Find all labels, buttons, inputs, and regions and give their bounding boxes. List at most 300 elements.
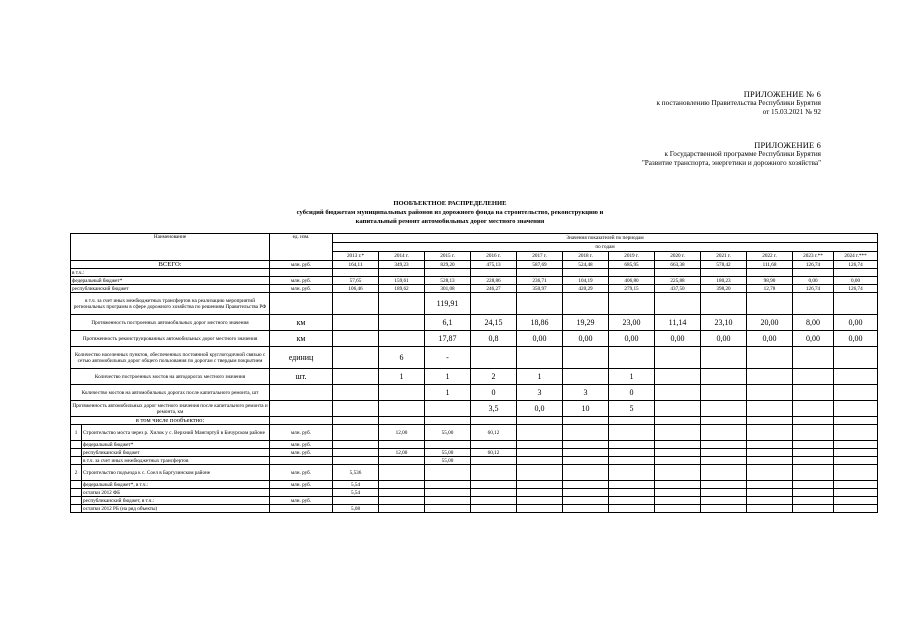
header-year: 2022 г. [747, 252, 793, 261]
row-unit: км [270, 331, 333, 347]
value-cell: 60,12 [471, 425, 517, 441]
row-unit [270, 417, 333, 425]
value-cell [333, 315, 379, 331]
table-row [71, 481, 878, 489]
decree-reference: к постановлению Правительства Республики Бурятия [656, 99, 821, 107]
table-row [71, 285, 878, 293]
program-name: "Развитие транспорта, энергетики и дорожного хозяйства" [641, 159, 821, 167]
value-cell [701, 417, 747, 425]
value-cell [747, 489, 793, 497]
header-year: 2016 г. [471, 252, 517, 261]
value-cell [701, 505, 747, 513]
value-cell [747, 417, 793, 425]
table-row [71, 497, 878, 505]
row-name: Строительство подъезда к с. Соел в Баргузинском районе [82, 465, 270, 481]
value-cell: 23,00 [609, 315, 655, 331]
value-cell [563, 425, 609, 441]
row-unit [270, 401, 333, 417]
value-cell [793, 425, 834, 441]
value-cell: 55,00 [425, 457, 471, 465]
header-block-decree [656, 90, 821, 117]
value-cell: 3 [563, 385, 609, 401]
row-name: республиканский бюджет [71, 285, 270, 293]
value-cell [425, 417, 471, 425]
value-cell [747, 269, 793, 277]
row-number [71, 505, 82, 513]
value-cell [834, 425, 878, 441]
value-cell [747, 425, 793, 441]
value-cell [333, 497, 379, 505]
value-cell [701, 269, 747, 277]
value-cell: 180,23 [701, 277, 747, 285]
value-cell [655, 417, 701, 425]
header-year: 2020 г. [655, 252, 701, 261]
value-cell: 0,00 [793, 277, 834, 285]
title-line-2: субсидий бюджетам муниципальных районов из дорожного фонда на строительство, реконструкцию и [296, 209, 604, 216]
value-cell [793, 269, 834, 277]
value-cell [517, 489, 563, 497]
value-cell [563, 417, 609, 425]
value-cell: 11,14 [655, 315, 701, 331]
value-cell [333, 425, 379, 441]
value-cell [793, 293, 834, 315]
value-cell [747, 505, 793, 513]
value-cell [655, 425, 701, 441]
title-line-3: капитальный ремонт автомобильных дорог местного значения [355, 218, 545, 225]
value-cell [834, 481, 878, 489]
value-cell [655, 347, 701, 369]
header-unit: ед. изм. [270, 234, 333, 261]
value-cell [517, 497, 563, 505]
value-cell [333, 347, 379, 369]
row-name: федеральный бюджет* [71, 277, 270, 285]
row-number: 1 [71, 425, 82, 441]
value-cell [747, 457, 793, 465]
row-name: в том числе пообъектно: [71, 417, 270, 425]
value-cell: 398,20 [701, 285, 747, 293]
value-cell: 578,42 [701, 261, 747, 269]
value-cell [563, 441, 609, 449]
value-cell [834, 441, 878, 449]
value-cell: 5,536 [333, 465, 379, 481]
value-cell: 475,13 [471, 261, 517, 269]
value-cell [333, 369, 379, 385]
value-cell [379, 465, 425, 481]
value-cell [517, 457, 563, 465]
value-cell [655, 369, 701, 385]
value-cell: 528,13 [425, 277, 471, 285]
value-cell: 164,11 [333, 261, 379, 269]
table-row [71, 261, 878, 269]
row-name: Строительство моста через р. Хилок у с. Верхний Мангиртуй в Бичурском районе [82, 425, 270, 441]
value-cell [793, 385, 834, 401]
header-year: 2024 г.*** [834, 252, 878, 261]
value-cell [655, 441, 701, 449]
value-cell: 0,00 [793, 331, 834, 347]
value-cell [379, 441, 425, 449]
value-cell [563, 481, 609, 489]
value-cell [701, 481, 747, 489]
value-cell: 24,15 [471, 315, 517, 331]
row-unit [270, 385, 333, 401]
value-cell [655, 385, 701, 401]
row-name: Протяженность автомобильных дорог местного значения после капитального ремонта и ремонта, км [72, 402, 268, 415]
table-row [71, 449, 878, 457]
value-cell [333, 449, 379, 457]
value-cell [701, 497, 747, 505]
value-cell: 6,1 [425, 315, 471, 331]
row-name: федеральный бюджет*, в т.ч.: [82, 481, 270, 489]
value-cell [333, 441, 379, 449]
value-cell [834, 505, 878, 513]
value-cell [655, 465, 701, 481]
value-cell [655, 401, 701, 417]
value-cell [747, 465, 793, 481]
value-cell [834, 293, 878, 315]
header-block-program [642, 141, 821, 168]
value-cell [333, 293, 379, 315]
value-cell: 60,12 [471, 449, 517, 457]
row-unit [270, 489, 333, 497]
value-cell [563, 369, 609, 385]
value-cell: 1 [517, 369, 563, 385]
value-cell: 10 [563, 401, 609, 417]
value-cell [563, 457, 609, 465]
value-cell [834, 457, 878, 465]
row-unit: шт. [270, 369, 333, 385]
value-cell [701, 425, 747, 441]
value-cell: 0,8 [471, 331, 517, 347]
value-cell [609, 425, 655, 441]
header-year: 2013 г.* [333, 252, 379, 261]
value-cell: 420,29 [563, 285, 609, 293]
value-cell: 55,00 [425, 449, 471, 457]
value-cell [793, 505, 834, 513]
value-cell: 23,10 [701, 315, 747, 331]
value-cell [333, 331, 379, 347]
value-cell [517, 269, 563, 277]
value-cell: 225,88 [655, 277, 701, 285]
row-number [71, 489, 82, 497]
value-cell: 12,00 [379, 449, 425, 457]
row-name: Протяженность реконструированных автомобильных дорог местного значения [71, 331, 270, 347]
value-cell: 8,00 [793, 315, 834, 331]
value-cell [471, 497, 517, 505]
row-name: в т.ч.: [71, 269, 270, 277]
value-cell: 246,27 [471, 285, 517, 293]
value-cell [834, 465, 878, 481]
value-cell: - [425, 347, 471, 369]
value-cell [425, 481, 471, 489]
value-cell: 0,00 [747, 331, 793, 347]
value-cell: 587,69 [517, 261, 563, 269]
value-cell: 228,86 [471, 277, 517, 285]
header-values: Значения показателей по периодам [333, 234, 878, 243]
value-cell [517, 293, 563, 315]
value-cell [834, 449, 878, 457]
table-row [71, 401, 878, 417]
value-cell: 350,97 [517, 285, 563, 293]
value-cell [609, 347, 655, 369]
header-year: 2015 г. [425, 252, 471, 261]
value-cell [379, 269, 425, 277]
value-cell [471, 465, 517, 481]
value-cell: 126,74 [793, 261, 834, 269]
value-cell [471, 269, 517, 277]
value-cell [793, 369, 834, 385]
value-cell [747, 497, 793, 505]
value-cell: 0,00 [563, 331, 609, 347]
value-cell: 98,90 [747, 277, 793, 285]
value-cell [333, 401, 379, 417]
value-cell [834, 489, 878, 497]
value-cell [517, 441, 563, 449]
value-cell: 106,46 [333, 285, 379, 293]
row-unit: млн. руб. [270, 449, 333, 457]
value-cell [655, 293, 701, 315]
value-cell: 0,00 [834, 331, 878, 347]
row-unit: млн. руб. [270, 261, 333, 269]
row-name: остатки 2012 РБ (на ряд объекты) [82, 505, 270, 513]
value-cell [609, 449, 655, 457]
value-cell: 18,86 [517, 315, 563, 331]
value-cell: 119,91 [425, 293, 471, 315]
row-unit [270, 293, 333, 315]
value-cell: 3,5 [471, 401, 517, 417]
value-cell: 2 [471, 369, 517, 385]
value-cell [701, 401, 747, 417]
value-cell [701, 465, 747, 481]
value-cell: 19,29 [563, 315, 609, 331]
value-cell [517, 425, 563, 441]
value-cell [609, 497, 655, 505]
value-cell [471, 417, 517, 425]
table-row [71, 331, 878, 347]
value-cell [563, 505, 609, 513]
value-cell [834, 269, 878, 277]
value-cell [747, 369, 793, 385]
value-cell: 0,00 [609, 331, 655, 347]
row-number [71, 481, 82, 489]
row-unit: млн. руб. [270, 465, 333, 481]
value-cell [425, 505, 471, 513]
value-cell: 3 [517, 385, 563, 401]
table-row [71, 465, 878, 481]
row-number [71, 497, 82, 505]
row-number [71, 457, 82, 465]
row-unit: млн. руб. [270, 497, 333, 505]
value-cell [701, 385, 747, 401]
value-cell: 5,08 [333, 505, 379, 513]
value-cell [425, 489, 471, 497]
value-cell: 0,00 [517, 331, 563, 347]
value-cell [701, 449, 747, 457]
row-unit: единиц [270, 347, 333, 369]
table-row [71, 369, 878, 385]
value-cell [471, 457, 517, 465]
value-cell [655, 505, 701, 513]
row-name: республиканский бюджет, в т.ч.: [82, 497, 270, 505]
row-name: федеральный бюджет* [82, 441, 270, 449]
value-cell [379, 505, 425, 513]
value-cell: 0,0 [517, 401, 563, 417]
value-cell [517, 465, 563, 481]
row-number [71, 441, 82, 449]
value-cell [471, 347, 517, 369]
row-number: 2 [71, 465, 82, 481]
value-cell [563, 269, 609, 277]
header-name: Наименование [71, 234, 270, 261]
value-cell [563, 293, 609, 315]
value-cell [701, 369, 747, 385]
distribution-table [70, 233, 878, 513]
value-cell [747, 293, 793, 315]
value-cell [379, 331, 425, 347]
value-cell: 524,48 [563, 261, 609, 269]
value-cell [563, 449, 609, 457]
table-row [71, 457, 878, 465]
row-name: ВСЕГО: [71, 261, 270, 269]
value-cell [379, 489, 425, 497]
value-cell: 12,78 [747, 285, 793, 293]
value-cell: 301,08 [425, 285, 471, 293]
header-year: 2018 г. [563, 252, 609, 261]
value-cell: 0 [471, 385, 517, 401]
value-cell [563, 465, 609, 481]
row-unit [270, 269, 333, 277]
value-cell [747, 481, 793, 489]
row-unit [270, 505, 333, 513]
row-unit: млн. руб. [270, 481, 333, 489]
table-row [71, 505, 878, 513]
value-cell [609, 441, 655, 449]
value-cell [333, 457, 379, 465]
value-cell [834, 369, 878, 385]
table-row [71, 425, 878, 441]
value-cell: 159,61 [379, 277, 425, 285]
value-cell [834, 385, 878, 401]
value-cell [834, 497, 878, 505]
value-cell [425, 269, 471, 277]
value-cell [793, 401, 834, 417]
value-cell: 0 [609, 385, 655, 401]
value-cell: 349,23 [379, 261, 425, 269]
value-cell: 663,38 [655, 261, 701, 269]
value-cell: 0,00 [834, 277, 878, 285]
title-line-1: ПООБЪЕКТНОЕ РАСПРЕДЕЛЕНИЕ [393, 200, 507, 207]
row-name: остатки 2012 ФБ [82, 489, 270, 497]
value-cell [379, 457, 425, 465]
table-row [71, 417, 878, 425]
value-cell [379, 315, 425, 331]
value-cell [747, 441, 793, 449]
row-unit [270, 457, 333, 465]
row-name: в т.ч. за счет иных межбюджетных трансфертов [82, 457, 270, 465]
value-cell [655, 497, 701, 505]
value-cell: 189,62 [379, 285, 425, 293]
value-cell: 1 [609, 369, 655, 385]
table-row [71, 293, 878, 315]
value-cell: 6 [379, 347, 425, 369]
value-cell: 685,95 [609, 261, 655, 269]
appendix-label-2: ПРИЛОЖЕНИЕ 6 [754, 141, 821, 150]
value-cell [793, 449, 834, 457]
value-cell [655, 481, 701, 489]
value-cell [609, 489, 655, 497]
value-cell [655, 269, 701, 277]
value-cell [425, 401, 471, 417]
value-cell [655, 449, 701, 457]
value-cell [609, 269, 655, 277]
value-cell [793, 481, 834, 489]
table-row [71, 277, 878, 285]
table-row [71, 347, 878, 369]
value-cell [834, 347, 878, 369]
value-cell [471, 441, 517, 449]
row-unit: млн. руб. [270, 277, 333, 285]
document-title [70, 199, 830, 226]
row-unit: млн. руб. [270, 285, 333, 293]
program-reference: к Государственной программе Республики Бурятия [664, 150, 821, 158]
header-year: 2023 г.** [793, 252, 834, 261]
value-cell [609, 481, 655, 489]
value-cell [379, 385, 425, 401]
value-cell: 126,74 [793, 285, 834, 293]
value-cell [701, 293, 747, 315]
value-cell [471, 293, 517, 315]
header-year: 2019 г. [609, 252, 655, 261]
value-cell [793, 441, 834, 449]
decree-date-number: от 15.03.2021 № 92 [762, 108, 821, 116]
value-cell [793, 417, 834, 425]
row-name: Количество построенных мостов на автодорогах местного значения [71, 369, 270, 385]
table-row [71, 385, 878, 401]
value-cell [834, 401, 878, 417]
value-cell [517, 347, 563, 369]
value-cell [793, 465, 834, 481]
value-cell: 0,00 [834, 315, 878, 331]
value-cell [379, 417, 425, 425]
row-name: Протяженность построенных автомобильных дорог местного значения [71, 315, 270, 331]
row-number [71, 449, 82, 457]
value-cell: 55,00 [425, 425, 471, 441]
value-cell [701, 347, 747, 369]
value-cell [609, 457, 655, 465]
row-unit: млн. руб. [270, 441, 333, 449]
value-cell [701, 489, 747, 497]
table-row [71, 441, 878, 449]
value-cell [609, 465, 655, 481]
value-cell [747, 401, 793, 417]
header-year: 2021 г. [701, 252, 747, 261]
table-row [71, 315, 878, 331]
value-cell: 406,80 [609, 277, 655, 285]
value-cell [563, 489, 609, 497]
value-cell: 20,00 [747, 315, 793, 331]
value-cell [379, 497, 425, 505]
value-cell [655, 489, 701, 497]
value-cell: 437,50 [655, 285, 701, 293]
value-cell [793, 489, 834, 497]
value-cell: 5,54 [333, 489, 379, 497]
value-cell [333, 417, 379, 425]
table-row [71, 269, 878, 277]
value-cell [747, 449, 793, 457]
value-cell: 279,15 [609, 285, 655, 293]
value-cell [701, 457, 747, 465]
row-unit: км [270, 315, 333, 331]
appendix-label: ПРИЛОЖЕНИЕ № 6 [743, 90, 821, 99]
